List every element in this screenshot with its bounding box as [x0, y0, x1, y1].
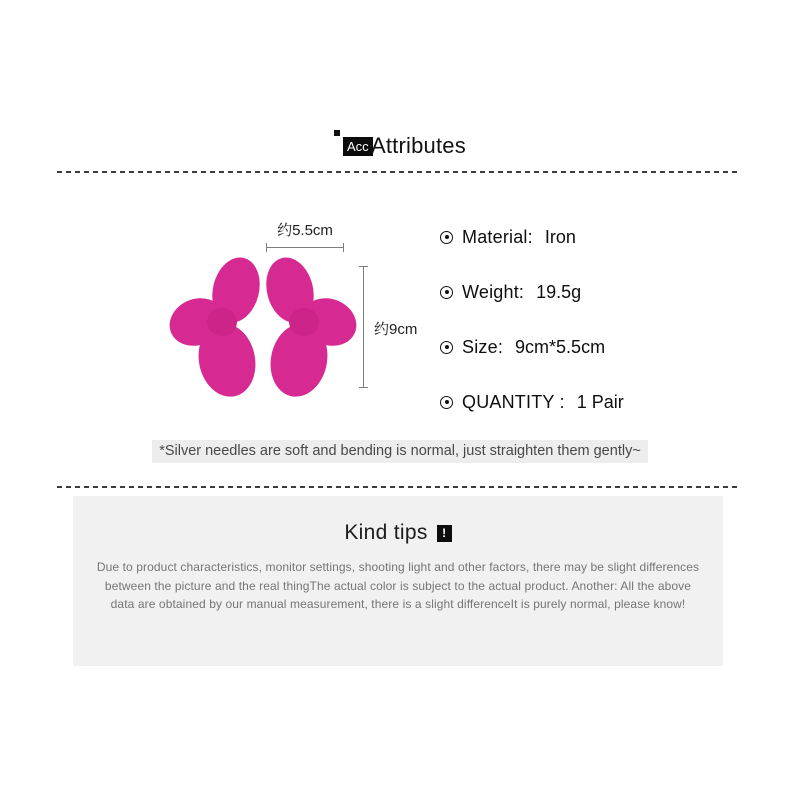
attribute-label: Size: [462, 336, 504, 357]
kind-tips-header [73, 521, 723, 545]
left-earring-center [207, 308, 237, 336]
attribute-label: QUANTITY : [462, 391, 565, 412]
square-bullet-icon [334, 130, 340, 136]
attributes-list [440, 222, 624, 442]
attribute-row-size [440, 332, 624, 362]
acc-badge: Acc [343, 137, 373, 156]
height-measure-line [359, 266, 368, 388]
page-title: Attributes [371, 133, 466, 158]
attribute-value: 1 Pair [576, 391, 624, 412]
attribute-value: Iron [544, 226, 576, 247]
attribute-row-quantity [440, 387, 624, 417]
exclamation-square-icon: ! [437, 525, 452, 542]
earrings-image [158, 252, 368, 402]
width-measure-line [266, 243, 344, 252]
divider-top [57, 171, 741, 173]
right-earring-center [289, 308, 319, 336]
attribute-label: Weight: [462, 281, 525, 302]
kind-tips-panel [73, 496, 723, 666]
width-dimension-label: 约5.5cm [277, 222, 333, 239]
kind-tips-body: Due to product characteristics, monitor settings, shooting light and other factors, there may be slight differences between the picture and the real thingThe actual color is subject to the actual product. Another: All the above data are obtained by our manual measurement, there is a slight differenceIt is purely normal, please know! [96, 560, 700, 611]
circle-dot-icon [440, 396, 453, 409]
needle-note-row [0, 440, 800, 463]
attribute-label: Material: [462, 226, 533, 247]
divider-bottom [57, 486, 741, 488]
needle-note: *Silver needles are soft and bending is normal, just straighten them gently~ [152, 440, 648, 463]
attribute-value: 19.5g [536, 281, 582, 302]
attribute-row-material [440, 222, 624, 252]
kind-tips-title: Kind tips [344, 521, 428, 544]
circle-dot-icon [440, 286, 453, 299]
attribute-value: 9cm*5.5cm [515, 336, 606, 357]
circle-dot-icon [440, 341, 453, 354]
height-dimension-label: 约9cm [374, 321, 418, 338]
attribute-row-weight [440, 277, 624, 307]
circle-dot-icon [440, 231, 453, 244]
